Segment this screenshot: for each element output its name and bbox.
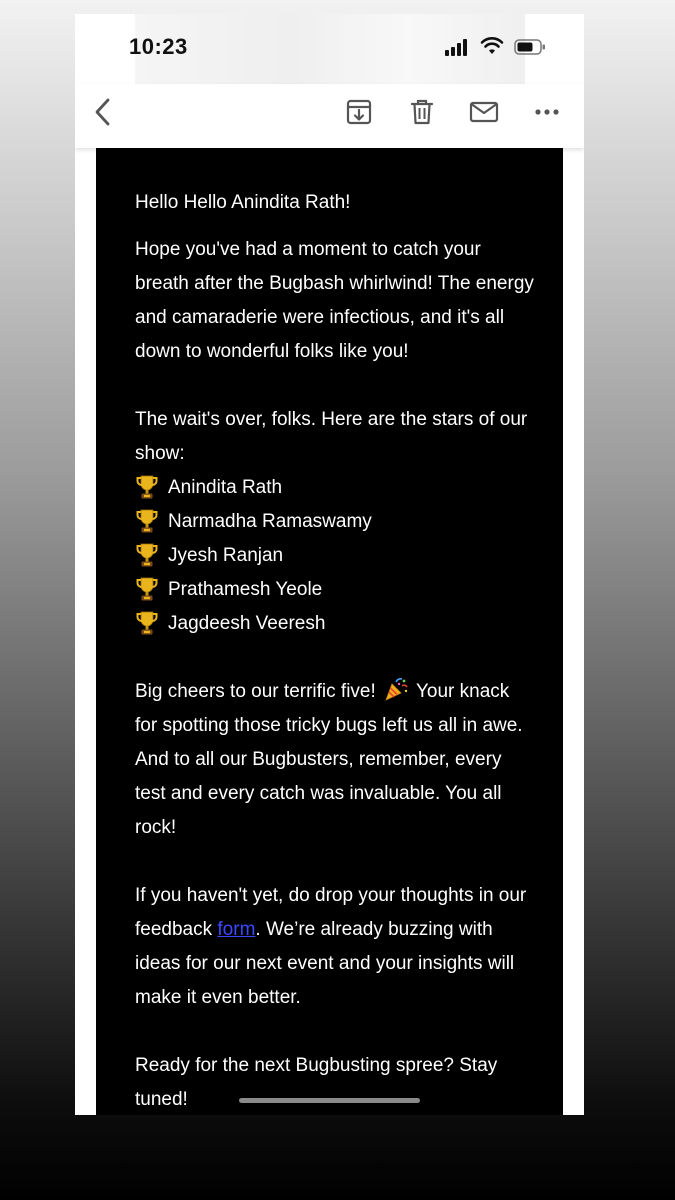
email-paragraph-closing: Ready for the next Bugbusting spree? Stay tuned! [135,1055,498,1110]
trophy-icon [135,576,159,602]
email-greeting: Hello Hello Anindita Rath! [135,192,351,213]
feedback-form-link[interactable]: form [217,919,256,940]
trophy-icon [135,542,159,568]
feedback-text-end: . We’re already buzzing with ideas for our next event and your insights will make it even better. [135,919,515,1008]
archive-icon [345,98,373,126]
archive-button[interactable] [341,94,377,130]
winner-item [135,471,535,505]
feedback-text-start: If you haven't yet, do drop your thoughts in our feedback [135,885,527,940]
email-body-container [75,148,584,1115]
winner-item [135,607,535,641]
back-arrow-icon [92,97,114,127]
winner-name: Prathamesh Yeole [168,579,323,600]
trophy-icon [135,474,159,500]
trophy-icon [135,610,159,636]
cheers-text: Big cheers to our terrific five! [135,681,376,702]
cellular-signal-icon [445,38,471,56]
mark-unread-icon [469,100,499,124]
winner-name: Jagdeesh Veeresh [168,613,326,634]
email-body [96,148,563,1115]
status-time: 10:23 [129,34,188,59]
battery-icon [514,39,546,55]
winner-item [135,505,535,539]
winner-item [135,539,535,573]
winner-name: Jyesh Ranjan [168,545,284,566]
email-toolbar [75,84,584,148]
trophy-icon [135,508,159,534]
status-bar [75,14,584,84]
email-paragraph-cheers [135,675,535,845]
cheers-rest-text: Your knack for spotting those tricky bugs left us all in awe. And to all our Bugbusters, remember, every test and every catch was invaluable. You all rock! [135,681,523,838]
delete-icon [409,98,435,126]
party-popper-icon [383,676,409,702]
email-paragraph-feedback [135,879,535,1015]
winner-name: Narmadha Ramaswamy [168,511,372,532]
wifi-icon [480,36,504,56]
home-indicator[interactable] [239,1098,420,1103]
email-content [135,186,535,1115]
back-button[interactable] [85,94,121,130]
email-paragraph-winners-intro: The wait's over, folks. Here are the stars of our show: [135,409,528,464]
winner-item [135,573,535,607]
mark-unread-button[interactable] [466,94,502,130]
more-options-icon [534,108,560,116]
email-paragraph-intro: Hope you've had a moment to catch your breath after the Bugbash whirlwind! The energy and camaraderie were infectious, and it's all down to wonderful folks like you! [135,239,534,362]
delete-button[interactable] [404,94,440,130]
phone-screen [75,14,584,1115]
more-options-button[interactable] [529,94,565,130]
winner-name: Anindita Rath [168,477,283,498]
